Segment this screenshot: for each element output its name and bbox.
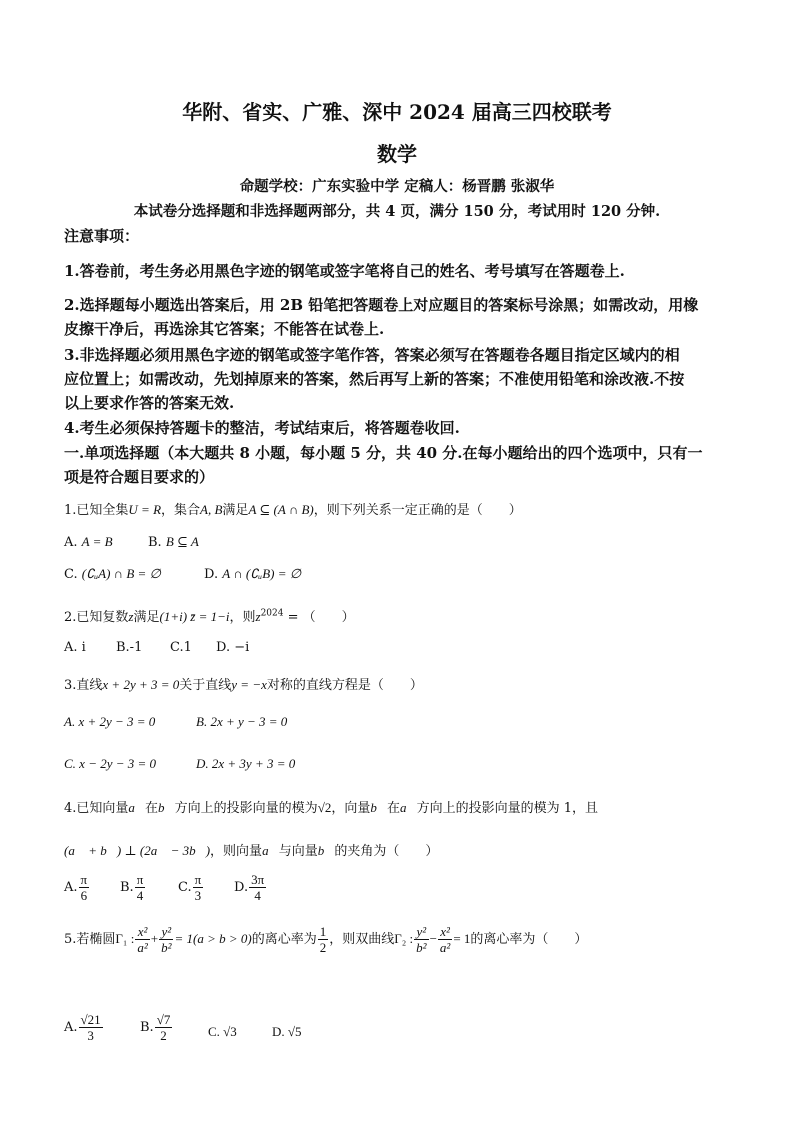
q4-option-c: C. $\frac{\pi}{3}$ [178, 872, 202, 903]
note-2-line-2: 皮擦干净后，再选涂其它答案；不能答在试卷上. [64, 320, 385, 338]
note-4: 4.考生必须保持答题卡的整洁，考试结束后，将答题卷收回. [64, 419, 460, 437]
q5-option-b: B. $\frac{√7}{2}$ [140, 1012, 171, 1043]
note-3-line-2: 应位置上；如需改动，先划掉原来的答案，然后再写上新的答案；不准使用铅笔和涂改液.不按 [64, 370, 685, 388]
setters-line: 命题学校：广东实验中学 定稿人：杨晋鹏 张淑华 [239, 178, 555, 195]
q4-option-d: D. $\frac{3\pi}{4}$ [234, 872, 265, 903]
question-1-stem: 1.已知全集U = R，集合A, B满足A ⊆ (A ∩ B)，则下列关系一定正确的是（ ） [64, 502, 522, 518]
question-3-stem: 3.直线x + 2y + 3 = 0关于直线y = −x对称的直线方程是（ ） [64, 677, 423, 693]
q2-option-b: B.-1 [116, 640, 143, 655]
q2-option-a: A. i [64, 640, 86, 655]
question-4-line-2: (a⃗ + b⃗) ⊥ (2a⃗ − 3b⃗)，则向量a⃗与向量b⃗的夹角为（ ） [64, 843, 439, 859]
q4-option-b: B. $\frac{\pi}{4}$ [120, 872, 144, 903]
note-3-line-3: 以上要求作答的答案无效. [64, 394, 235, 412]
q5-option-a: A. $\frac{√21}{3}$ [64, 1012, 101, 1043]
q3-option-b: B. 2x + y − 3 = 0 [196, 714, 288, 729]
subject-title: 数学 [377, 142, 417, 166]
q3-option-a: A. x + 2y − 3 = 0 [64, 714, 156, 729]
q2-option-c: C.1 [170, 640, 192, 655]
q1-option-a: A. A = B [64, 534, 113, 550]
q1-option-c: C. (∁ᵤA) ∩ B = ∅ [64, 566, 161, 582]
note-1: 1.答卷前，考生务必用黑色字迹的钢笔或签字笔将自己的姓名、考号填写在答题卷上. [64, 262, 625, 280]
exam-title: 华附、省实、广雅、深中 2024 届高三四校联考 [182, 100, 612, 124]
q1-option-b: B. B ⊆ A [148, 534, 199, 550]
question-4-line-1: 4.已知向量a⃗在b⃗方向上的投影向量的模为√2，向量b⃗在a⃗方向上的投影向量的模为 1，且 [64, 800, 599, 816]
note-3-line-1: 3.非选择题必须用黑色字迹的钢笔或签字笔作答，答案必须写在答题卷各题目指定区域内的相 [64, 346, 680, 364]
q5-option-c: C. √3 [208, 1024, 237, 1039]
question-2-stem: 2.已知复数z满足(1+i) z̄ = 1−i，则$z^{2024}$ = （ ） [64, 608, 355, 625]
q3-option-c: C. x − 2y − 3 = 0 [64, 756, 157, 771]
note-2-line-1: 2.选择题每小题选出答案后，用 2B 铅笔把答题卷上对应题目的答案标号涂黑；如需改动，用橡 [64, 296, 699, 314]
q4-option-a: A. $\frac{\pi}{6}$ [64, 872, 88, 903]
q1-option-d: D. A ∩ (∁ᵤB) = ∅ [204, 566, 302, 582]
section-heading-line-2: 项是符合题目要求的） [64, 468, 215, 486]
question-5-stem: 5.若椭圆Γ₁ : $\frac{\text{x²}}{\text{a²}}$ + $\frac{\text{y²}}{\text{b²}}$ = 1(a > b > 0)的离心率为 $\frac{1}{2}$ ，则双曲线Γ₂ : $\frac{\text{y²}}{\text{b²}}$ − $\frac{\text{x²}}{\text{a²}}$ = 1的离心率为（ ） [64, 924, 588, 955]
exam-info-line: 本试卷分选择题和非选择题两部分，共 4 页，满分 150 分，考试用时 120 分钟. [133, 203, 661, 220]
notes-heading: 注意事项： [64, 227, 140, 245]
q3-option-d: D. 2x + 3y + 3 = 0 [196, 756, 296, 771]
q2-option-d: D. −i [216, 640, 250, 655]
q5-option-d: D. √5 [272, 1024, 302, 1039]
section-heading-line-1: 一.单项选择题（本大题共 8 小题，每小题 5 分，共 40 分.在每小题给出的四个选项中，只有一 [64, 444, 703, 462]
